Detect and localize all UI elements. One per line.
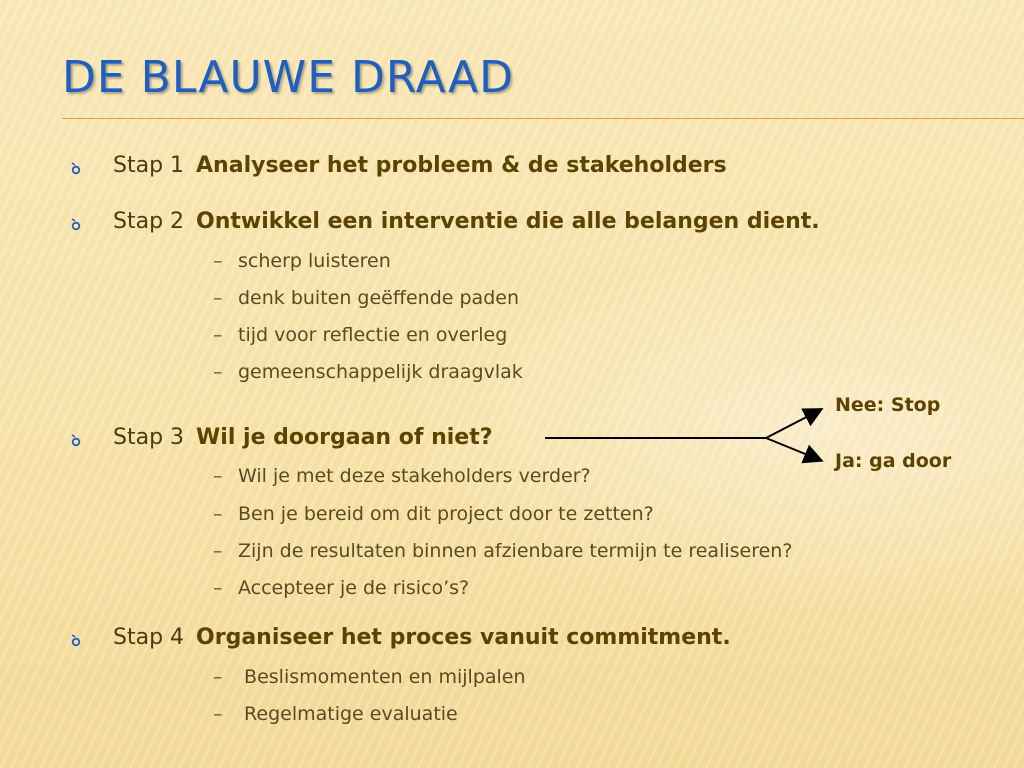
dash-icon: – xyxy=(213,250,223,272)
sub-item-text: tijd voor reflectie en overleg xyxy=(238,324,508,346)
step-heading: Wil je doorgaan of niet? xyxy=(196,425,493,450)
dash-icon: – xyxy=(213,465,223,487)
circle-bullet-icon xyxy=(70,632,82,648)
step-heading: Ontwikkel een interventie die alle belangen dient. xyxy=(196,209,820,234)
step-4 xyxy=(113,625,731,650)
sub-item-text: Ben je bereid om dit project door te zetten? xyxy=(238,503,654,525)
sub-item-text: Regelmatige evaluatie xyxy=(238,703,458,725)
yes-branch-arrow xyxy=(766,438,820,460)
dash-icon: – xyxy=(213,324,223,346)
sub-item xyxy=(213,703,458,725)
step-heading: Organiseer het proces vanuit commitment. xyxy=(196,625,731,650)
dash-icon: – xyxy=(213,361,223,383)
no-branch-arrow xyxy=(766,410,820,438)
page-title: DE BLAUWE DRAAD xyxy=(62,52,514,103)
step-heading: Analyseer het probleem & de stakeholders xyxy=(196,153,727,178)
step-number: Stap 3 xyxy=(113,425,185,450)
sub-item-text: denk buiten geëffende paden xyxy=(238,287,519,309)
sub-item-text: Beslismomenten en mijlpalen xyxy=(238,666,526,688)
dash-icon: – xyxy=(213,287,223,309)
decision-yes-label: Ja: ga door xyxy=(835,450,952,472)
step-number: Stap 1 xyxy=(113,153,185,178)
dash-icon: – xyxy=(213,540,223,562)
dash-icon: – xyxy=(213,503,223,525)
dash-icon: – xyxy=(213,666,223,688)
sub-item-text: Accepteer je de risico’s? xyxy=(238,577,470,599)
sub-item-text: scherp luisteren xyxy=(238,250,391,272)
decision-no-label: Nee: Stop xyxy=(835,394,941,416)
sub-item-text: Wil je met deze stakeholders verder? xyxy=(238,465,591,487)
dash-icon: – xyxy=(213,703,223,725)
step-number: Stap 2 xyxy=(113,209,185,234)
dash-icon: – xyxy=(213,577,223,599)
sub-item-text: gemeenschappelijk draagvlak xyxy=(238,361,523,383)
sub-item xyxy=(213,666,526,688)
sub-item-text: Zijn de resultaten binnen afzienbare termijn te realiseren? xyxy=(238,540,793,562)
step-number: Stap 4 xyxy=(113,625,185,650)
